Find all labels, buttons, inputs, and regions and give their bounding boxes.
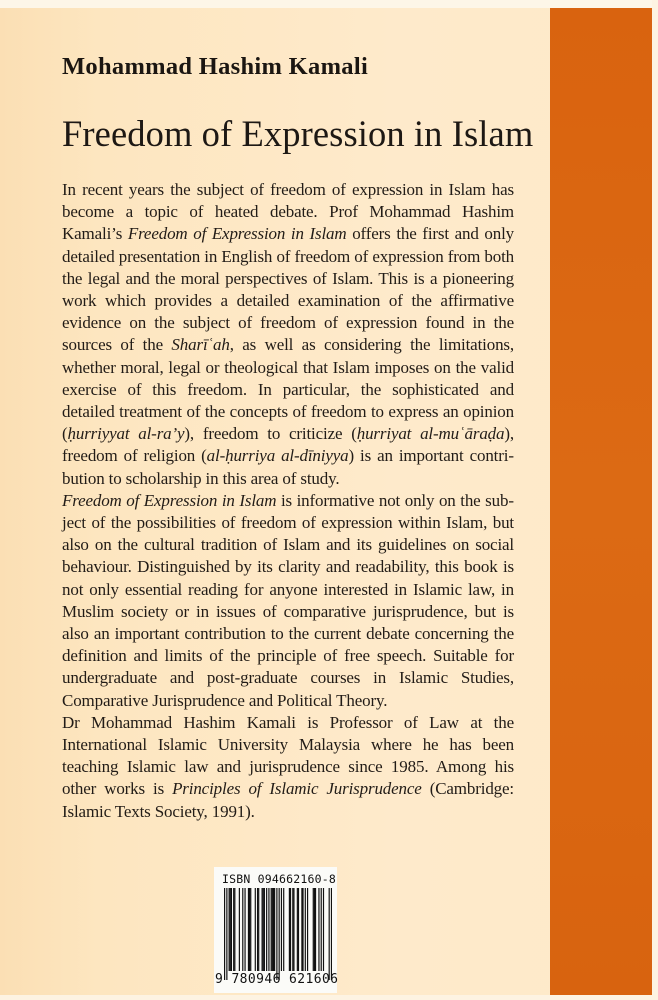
text-run: offers the first and only detailed presentation in English of freedom of expression from both the legal and the moral perspectives of Islam. This is a pioneering work which provides a detailed examination of the affirmative evidence on the subject of freedom of expression found in the sources of the — [62, 224, 515, 355]
barcode-bar — [255, 888, 256, 971]
isbn-label: ISBN 094662160-8 — [222, 872, 336, 886]
barcode-bars — [224, 888, 332, 980]
barcode-bar — [248, 888, 249, 971]
barcode-bar — [258, 888, 259, 971]
barcode-bar — [233, 888, 234, 971]
italic-book-title: Freedom of Expression in Islam — [127, 224, 347, 244]
barcode-bar — [249, 888, 250, 971]
barcode-bar — [298, 888, 299, 971]
barcode-bar — [226, 888, 227, 980]
barcode-bar — [257, 888, 258, 971]
text-run: In recent years the subject of freedom of expression in Islam has become a topic of heated debate. Prof Mohammad Hashim Kamali’s — [62, 180, 514, 244]
isbn-barcode — [214, 867, 337, 993]
page-right-edge — [652, 0, 658, 1000]
barcode-bar — [293, 888, 294, 971]
text-run: , as well as considering the limitations, whether moral, legal or theological that Islam imposes on the valid exercise of this freedom. In particular, the sophisticated and detailed treatment of the concepts of freedom to express an opinion ( — [62, 335, 514, 444]
text-run: ), freedom to criticize ( — [184, 424, 357, 444]
page-top-edge — [0, 0, 658, 8]
barcode-bar — [250, 888, 251, 971]
orange-spine-strip — [550, 8, 652, 995]
barcode-bar — [315, 888, 316, 971]
barcode-bar — [271, 888, 272, 971]
barcode-bar — [266, 888, 267, 971]
italic-book-title: Freedom of Expression in Islam — [62, 490, 277, 510]
barcode-bar — [301, 888, 302, 971]
barcode-bar — [331, 888, 332, 980]
barcode-bar — [323, 888, 324, 971]
barcode-bar — [230, 888, 231, 971]
blurb-text — [62, 179, 514, 823]
barcode-bar — [231, 888, 232, 971]
barcode-bar — [292, 888, 293, 971]
italic-term-hurriyat-al-muarada: ḥurriyat al-muʿāraḍa — [356, 424, 505, 444]
italic-other-work-title: Principles of Islamic Jurisprudence — [172, 779, 422, 799]
barcode-bar — [262, 888, 263, 971]
barcode-bar — [297, 888, 298, 971]
barcode-bar — [321, 888, 322, 971]
text-run: Dr Mohammad Hashim Kamali is Professor of Law at the International Islamic University Malaysia where he has been teaching Islamic law and jurisprudence since 1985. Among his other works is — [62, 712, 514, 799]
barcode-bar — [224, 888, 225, 980]
barcode-bar — [329, 888, 330, 980]
italic-term-hurriyyat-al-ray: ḥurriyyat al-ra’y — [67, 424, 185, 444]
italic-term-al-hurriya-al-diniyya: al-ḥurriya al-dīniyya — [206, 446, 349, 466]
barcode-bar — [302, 888, 303, 971]
barcode-bar — [279, 888, 280, 980]
barcode-bar — [273, 888, 274, 971]
barcode-bar — [239, 888, 240, 971]
barcode-bar — [314, 888, 315, 971]
page-bottom-edge — [0, 995, 658, 1000]
italic-term-shariah: Sharīʿah — [171, 335, 230, 355]
barcode-bar — [290, 888, 291, 971]
author-bio-paragraph — [62, 712, 514, 823]
text-run: (Cambridge: Islamic Texts Society, 1991). — [62, 779, 514, 821]
barcode-bar — [264, 888, 265, 971]
barcode-bar — [263, 888, 264, 971]
barcode-bar — [281, 888, 282, 971]
book-title: Freedom of Expression in Islam — [62, 113, 534, 154]
barcode-bar — [244, 888, 245, 971]
barcode-bar — [313, 888, 314, 971]
barcode-bar — [318, 888, 319, 971]
barcode-bar — [283, 888, 284, 971]
barcode-bar — [289, 888, 290, 971]
barcode-bar — [305, 888, 306, 971]
barcode-bar — [234, 888, 235, 971]
barcode-bar — [229, 888, 230, 971]
barcode-bar — [272, 888, 273, 971]
ean-digits: 9 780946 621606 — [215, 972, 339, 987]
barcode-bar — [276, 888, 277, 980]
author-name: Mohammad Hashim Kamali — [62, 53, 369, 80]
text-run: is informative not only on the subject of the possibilities of freedom of expression within Islam, but also on the cultural tradition of Islam and its guidelines on social behaviour. Distinguished by its clarity and readability, this book is not only essential reading for anyone interested in Islamic law, in Muslim society or in issues of comparative jurisprudence, but is also an important contribution to the current debate concerning the definition and limits of the principle of free speech. Suitable for undergraduate and post-graduate courses in Islamic Studies, Comparative Jurisprudence and Political Theory. — [62, 490, 515, 710]
text-run: ) is an important contribution to scholarship in this area of study. — [62, 446, 515, 488]
barcode-bar — [242, 888, 243, 971]
blurb-paragraph-1 — [62, 179, 514, 490]
blurb-paragraph-2 — [62, 490, 514, 712]
barcode-bar — [307, 888, 308, 971]
text-run: ), freedom of religion ( — [62, 424, 514, 466]
barcode-bar — [274, 888, 275, 971]
barcode-bar — [268, 888, 269, 971]
